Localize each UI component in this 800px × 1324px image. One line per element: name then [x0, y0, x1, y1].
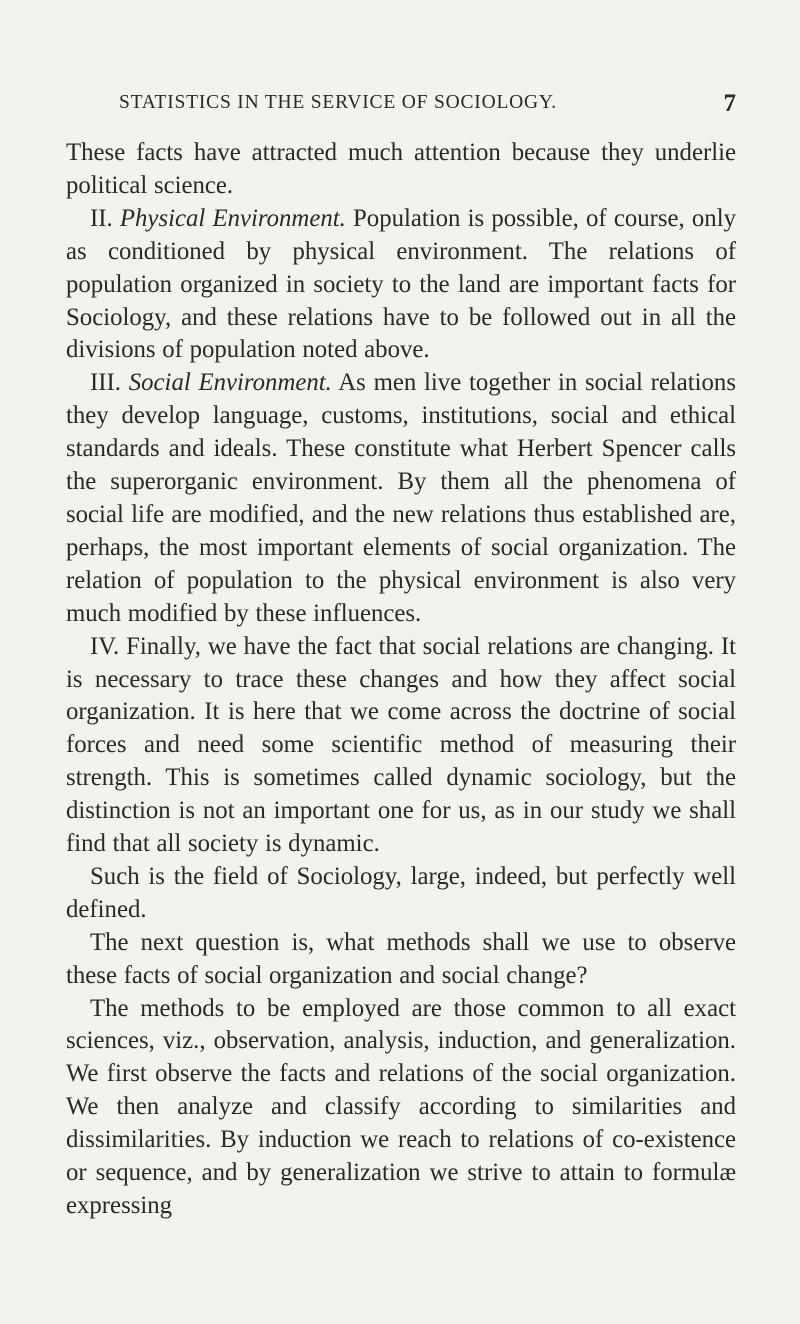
section-numeral: II.: [90, 204, 113, 232]
paragraph-text: As men live together in social relations they develop language, customs, institutions, social and ethical standards and ideals. These constitute what Herbert Spencer calls the superorganic environment. By them all the phenomena of social life are modified, and the new relations thus established are, perhaps, the most important elements of social organization. The relation of population to the physical environment is also very much modified by these influences.: [66, 369, 736, 627]
paragraph-physical-environment: [66, 203, 736, 368]
section-heading: Social Environment.: [128, 369, 332, 397]
page-header: [66, 92, 736, 122]
page-number: 7: [723, 90, 736, 117]
paragraph-field-of-sociology: [66, 861, 736, 927]
paragraph-text: Finally, we have the fact that social relations are changing. It is necessary to trace these changes and how they affect social organization. It is here that we come across the doctrine of social forces and need some scientific method of measuring their strength. This is sometimes called dynamic sociology, but the distinction is not an important one for us, as in our study we shall find that all society is dynamic.: [66, 632, 737, 858]
section-numeral: IV.: [90, 632, 120, 660]
paragraph-text: These facts have attracted much attention because they underlie political science.: [66, 139, 736, 199]
paragraph-methods-question: [66, 927, 736, 993]
paragraph-social-environment: [66, 367, 736, 630]
running-title: STATISTICS IN THE SERVICE OF SOCIOLOGY.: [119, 92, 557, 113]
paragraph-text: The next question is, what methods shall we use to observe these facts of social organization and social change?: [66, 928, 736, 989]
paragraph-text: Such is the field of Sociology, large, indeed, but perfectly well defined.: [66, 862, 736, 923]
paragraph-text: Population is possible, of course, only as conditioned by physical environment. The relations of population organized in society to the land are important facts for Sociology, and these relations have to be followed out in all the divisions of population noted above.: [66, 204, 736, 364]
section-numeral: III.: [90, 369, 121, 397]
paragraph-social-change: [66, 631, 736, 861]
body-text: [66, 137, 736, 1223]
paragraph-political-science: [66, 137, 736, 203]
paragraph-text: The methods to be employed are those common to all exact sciences, viz., observation, analysis, induction, and generalization. We first observe the facts and relations of the social organization. We then analyze and classify according to similarities and dissimilarities. By induction we reach to relations of co-existence or sequence, and by generalization we strive to attain to formulæ expressing: [66, 994, 736, 1219]
paragraph-methods-answer: [66, 993, 736, 1223]
section-heading: Physical Environment.: [119, 204, 346, 232]
